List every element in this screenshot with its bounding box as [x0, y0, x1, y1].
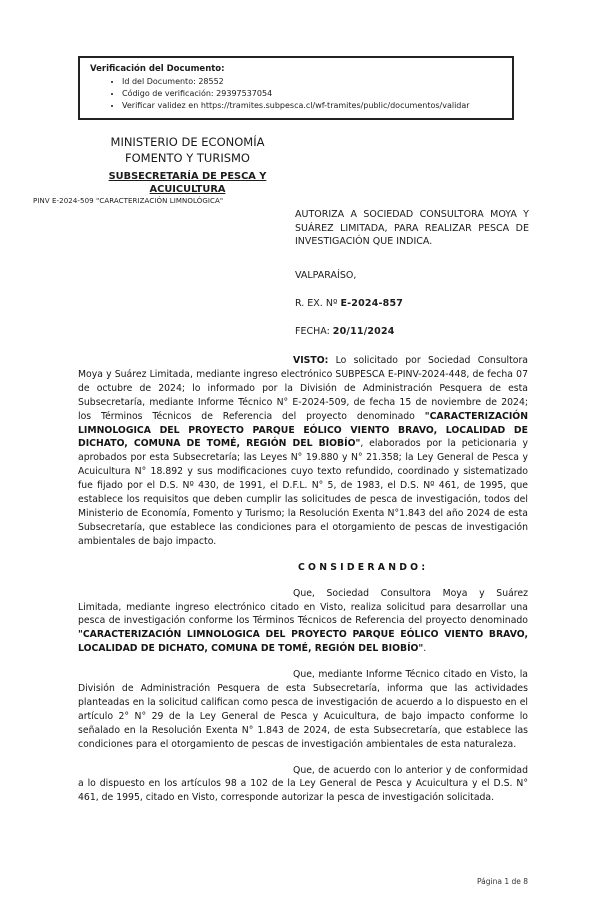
subsecretaria-title: SUBSECRETARÍA DE PESCA Y ACUICULTURA — [108, 171, 267, 195]
verification-box — [78, 56, 514, 120]
date-line — [295, 325, 529, 339]
que1-text-2: . — [423, 643, 427, 655]
visto-text-1: Lo solicitado por Sociedad Consultora Moya y Suárez Limitada, mediante ingreso electrónico SUBPESCA E-PINV-2024-448, de fecha 07 de octubre de 2024; lo informado por la División de Administración Pesquera de esta Subsecretaría, mediante Informe Técnico N° E-2024-509, de fecha 15 de noviembre de 2024; los Términos Técnicos de Referencia del proyecto denominado — [78, 355, 528, 422]
considerando-paragraph-2: Que, mediante Informe Técnico citado en Visto, la División de Administración Pesquera de esta Subsecretaría, informa que las actividades planteadas en la solicitud califican como pesca de investigación de acuerdo a lo dispuesto en el artículo 2° N° 29 de la Ley General de Pesca y Acuicultura, de bajo impacto conforme lo señalado en la Resolución Exenta N° 1.843 de 2024, de esta Subsecretaría, que establece las condiciones para el otorgamiento de pescas de investigación ambientales de esta naturaleza. — [78, 669, 528, 750]
considerando-heading: C O N S I D E R A N D O : — [298, 561, 426, 573]
city-line: VALPARAÍSO, — [295, 269, 357, 281]
resolution-number-line — [295, 297, 529, 311]
page-number: Página 1 de 8 — [477, 877, 529, 886]
visto-paragraph — [78, 354, 528, 549]
visto-project-title: "CARACTERIZACIÓN LIMNOLOGICA DEL PROYECTO PARQUE EÓLICO VIENTO BRAVO, LOCALIDAD DE DICHATO, COMUNA DE TOMÉ, REGIÓN DEL BIOBÍO" — [78, 410, 528, 450]
verification-title: Verificación del Documento: — [90, 64, 225, 74]
verification-item-document-id: • Id del Documento: 28552 — [122, 76, 508, 88]
visto-text-2: , elaborados por la peticionaria y aprobados por esta Subsecretaría; las Leyes N° 19.880 y N° 21.358; la Ley General de Pesca y Acuicultura N° 18.892 y sus modificaciones cuyo texto refundido, coordinado y sistematizado fue fijado por el D.S. Nº 430, de 1991, el D.F.L. N° 5, de 1983, el D.S. Nº 461, de 1995, que establece los requisitos que deben cumplir las solicitudes de pesca de investigación, todos del Ministerio de Economía, Fomento y Turismo; la Resolución Exenta N°1.843 del año 2024 de esta Subsecretaría, que establece las condiciones para el otorgamiento de pescas de investigación ambientales de bajo impacto. — [78, 438, 529, 547]
file-reference: PINV E-2024-509 "CARACTERIZACIÓN LIMNOLÓGICA" — [33, 197, 224, 205]
verification-list — [90, 76, 508, 112]
resolution-number: E-2024-857 — [340, 298, 404, 309]
ministry-line-1: MINISTERIO DE ECONOMÍA — [110, 135, 265, 149]
title-block — [295, 208, 529, 338]
ministry-letterhead — [40, 134, 335, 166]
considerando-paragraph-1 — [78, 587, 528, 657]
subsecretaria-wrap — [40, 170, 335, 196]
visto-label: VISTO: — [293, 355, 329, 366]
considerando-paragraph-3: Que, de acuerdo con lo anterior y de conformidad a lo dispuesto en los artículos 98 a 102 de la Ley General de Pesca y Acuicultura y el D.S. N° 461, de 1995, citado en Visto, corresponde autorizar la pesca de investigación solicitada. — [78, 764, 528, 804]
date-value: 20/11/2024 — [332, 325, 395, 337]
resolution-label: R. EX. Nº — [295, 298, 341, 309]
ministry-line-2: FOMENTO Y TURISMO — [125, 151, 250, 165]
verification-item-code: • Código de verificación: 29397537054 — [122, 88, 508, 100]
resolution-subject: AUTORIZA A SOCIEDAD CONSULTORA MOYA Y SUÁREZ LIMITADA, PARA REALIZAR PESCA DE INVESTIGACIÓN QUE INDICA. — [295, 209, 529, 247]
verification-item-url: • Verificar validez en https://tramites.subpesca.cl/wf-tramites/public/documentos/validar — [122, 100, 508, 112]
que1-text-1: Que, Sociedad Consultora Moya y Suárez Limitada, mediante ingreso electrónico citado en Visto, realiza solicitud para desarrollar una pesca de investigación conforme los Términos Técnicos de Referencia del proyecto denominado — [78, 587, 528, 627]
que1-project-title: "CARACTERIZACIÓN LIMNOLOGICA DEL PROYECTO PARQUE EÓLICO VIENTO BRAVO, LOCALIDAD DE DICHATO, COMUNA DE TOMÉ, REGIÓN DEL BIOBÍO" — [78, 629, 528, 655]
resolution-body — [78, 354, 528, 817]
date-label: FECHA: — [295, 325, 333, 337]
